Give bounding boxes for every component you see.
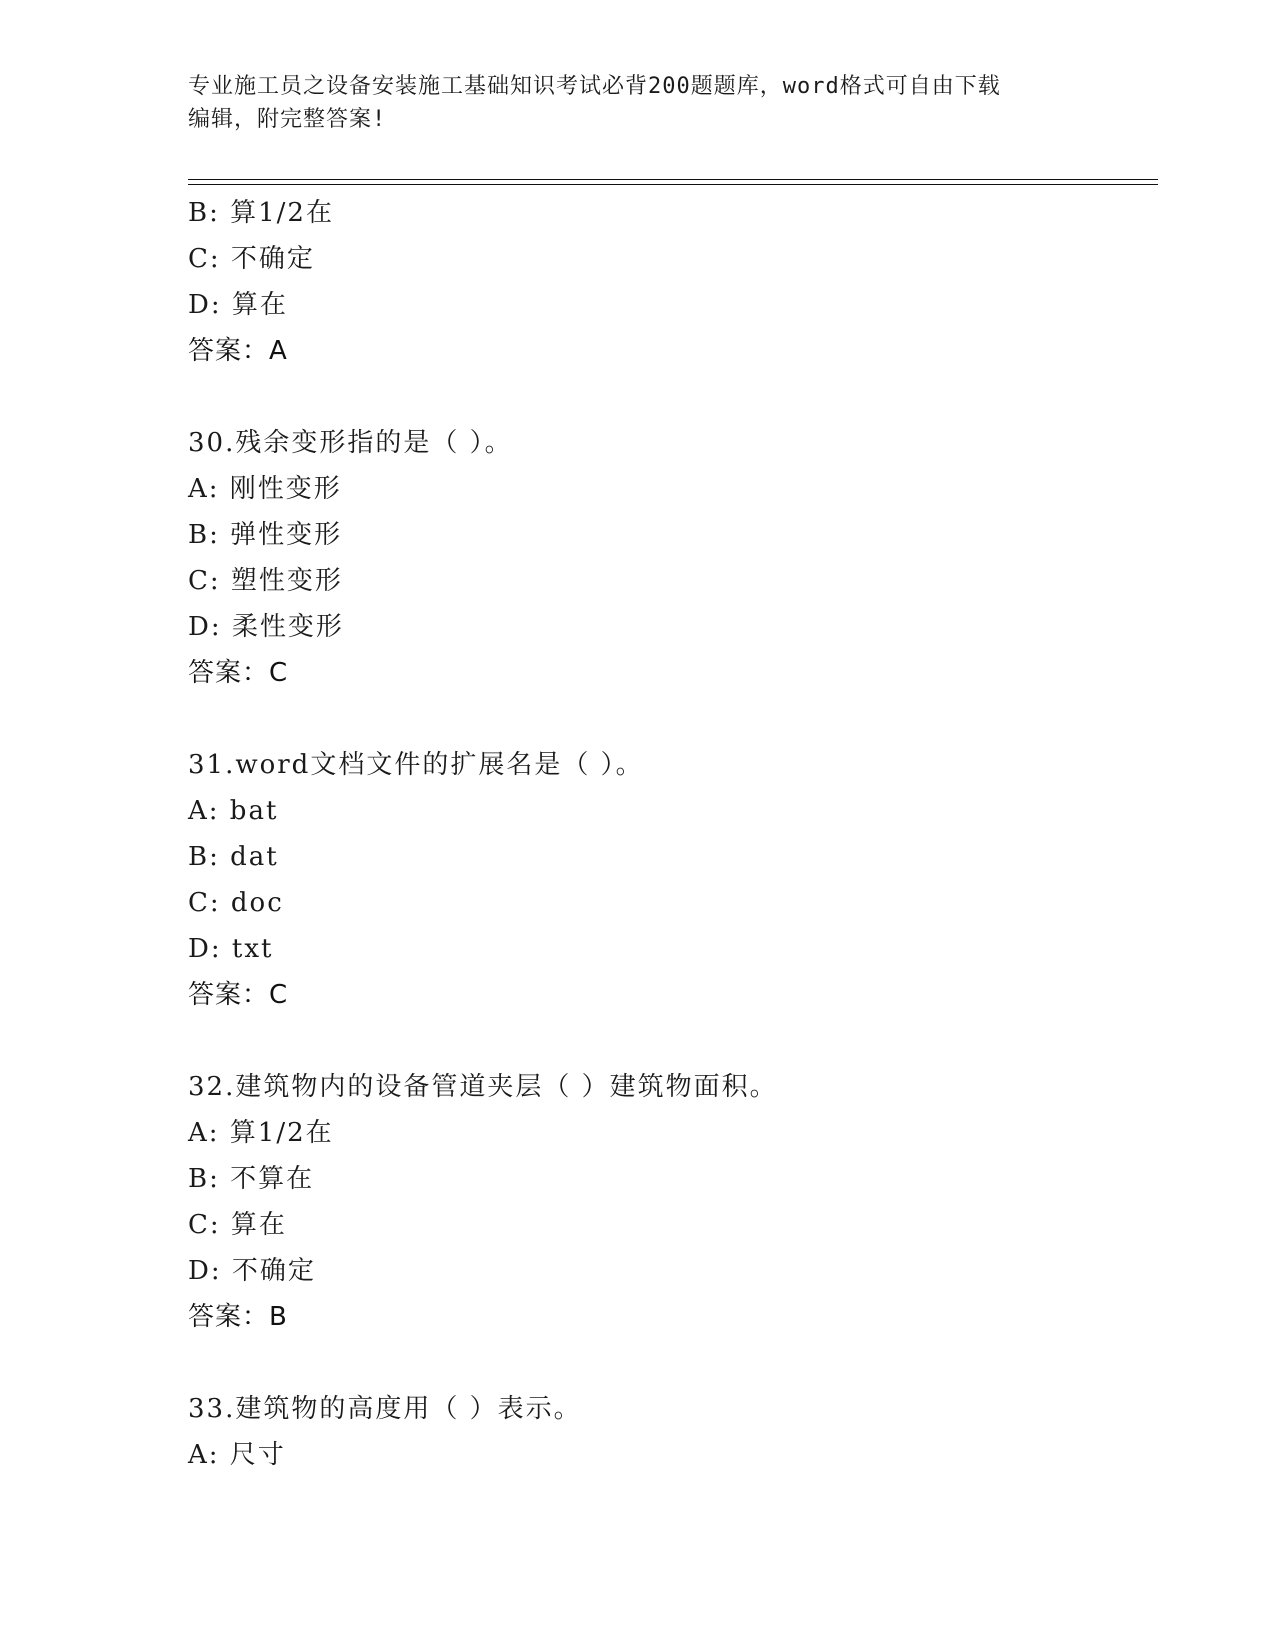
option-line: C: 算在 — [188, 1210, 287, 1240]
answer-line: 答案：C — [188, 980, 289, 1010]
option-line: B: 弹性变形 — [188, 520, 343, 550]
option-line: A: bat — [188, 796, 279, 826]
header-divider-bottom — [188, 184, 1158, 185]
document-header — [188, 70, 1088, 136]
header-line-2: 编辑，附完整答案! — [188, 107, 387, 132]
option-line: B: 算1/2在 — [188, 198, 334, 228]
option-line: C: 不确定 — [188, 244, 315, 274]
question-block — [188, 742, 1148, 1018]
option-line: C: doc — [188, 888, 284, 918]
answer-line: 答案：B — [188, 1302, 288, 1332]
option-line: A: 刚性变形 — [188, 474, 342, 504]
question-stem: 33.建筑物的高度用（ ）表示。 — [188, 1394, 582, 1424]
spacer — [188, 374, 1148, 420]
question-block — [188, 420, 1148, 696]
question-stem: 30.残余变形指的是（ ）。 — [188, 428, 513, 458]
option-line: A: 尺寸 — [188, 1440, 286, 1470]
header-line-1: 专业施工员之设备安装施工基础知识考试必背200题题库，word格式可自由下载 — [188, 74, 1001, 99]
option-line: C: 塑性变形 — [188, 566, 343, 596]
option-line: D: txt — [188, 934, 274, 964]
question-list — [188, 190, 1148, 1478]
spacer — [188, 1018, 1148, 1064]
question-block — [188, 1064, 1148, 1340]
option-line: B: 不算在 — [188, 1164, 315, 1194]
spacer — [188, 1340, 1148, 1386]
option-line: D: 算在 — [188, 290, 288, 320]
question-block-continued — [188, 190, 1148, 374]
option-line: A: 算1/2在 — [188, 1118, 334, 1148]
question-stem: 31.word文档文件的扩展名是（ ）。 — [188, 750, 644, 780]
option-line: D: 不确定 — [188, 1256, 316, 1286]
question-block — [188, 1386, 1148, 1478]
spacer — [188, 696, 1148, 742]
option-line: D: 柔性变形 — [188, 612, 344, 642]
question-stem: 32.建筑物内的设备管道夹层（ ）建筑物面积。 — [188, 1072, 778, 1102]
answer-line: 答案：C — [188, 658, 289, 688]
answer-line: 答案：A — [188, 336, 288, 366]
header-divider-top — [188, 179, 1158, 180]
option-line: B: dat — [188, 842, 279, 872]
